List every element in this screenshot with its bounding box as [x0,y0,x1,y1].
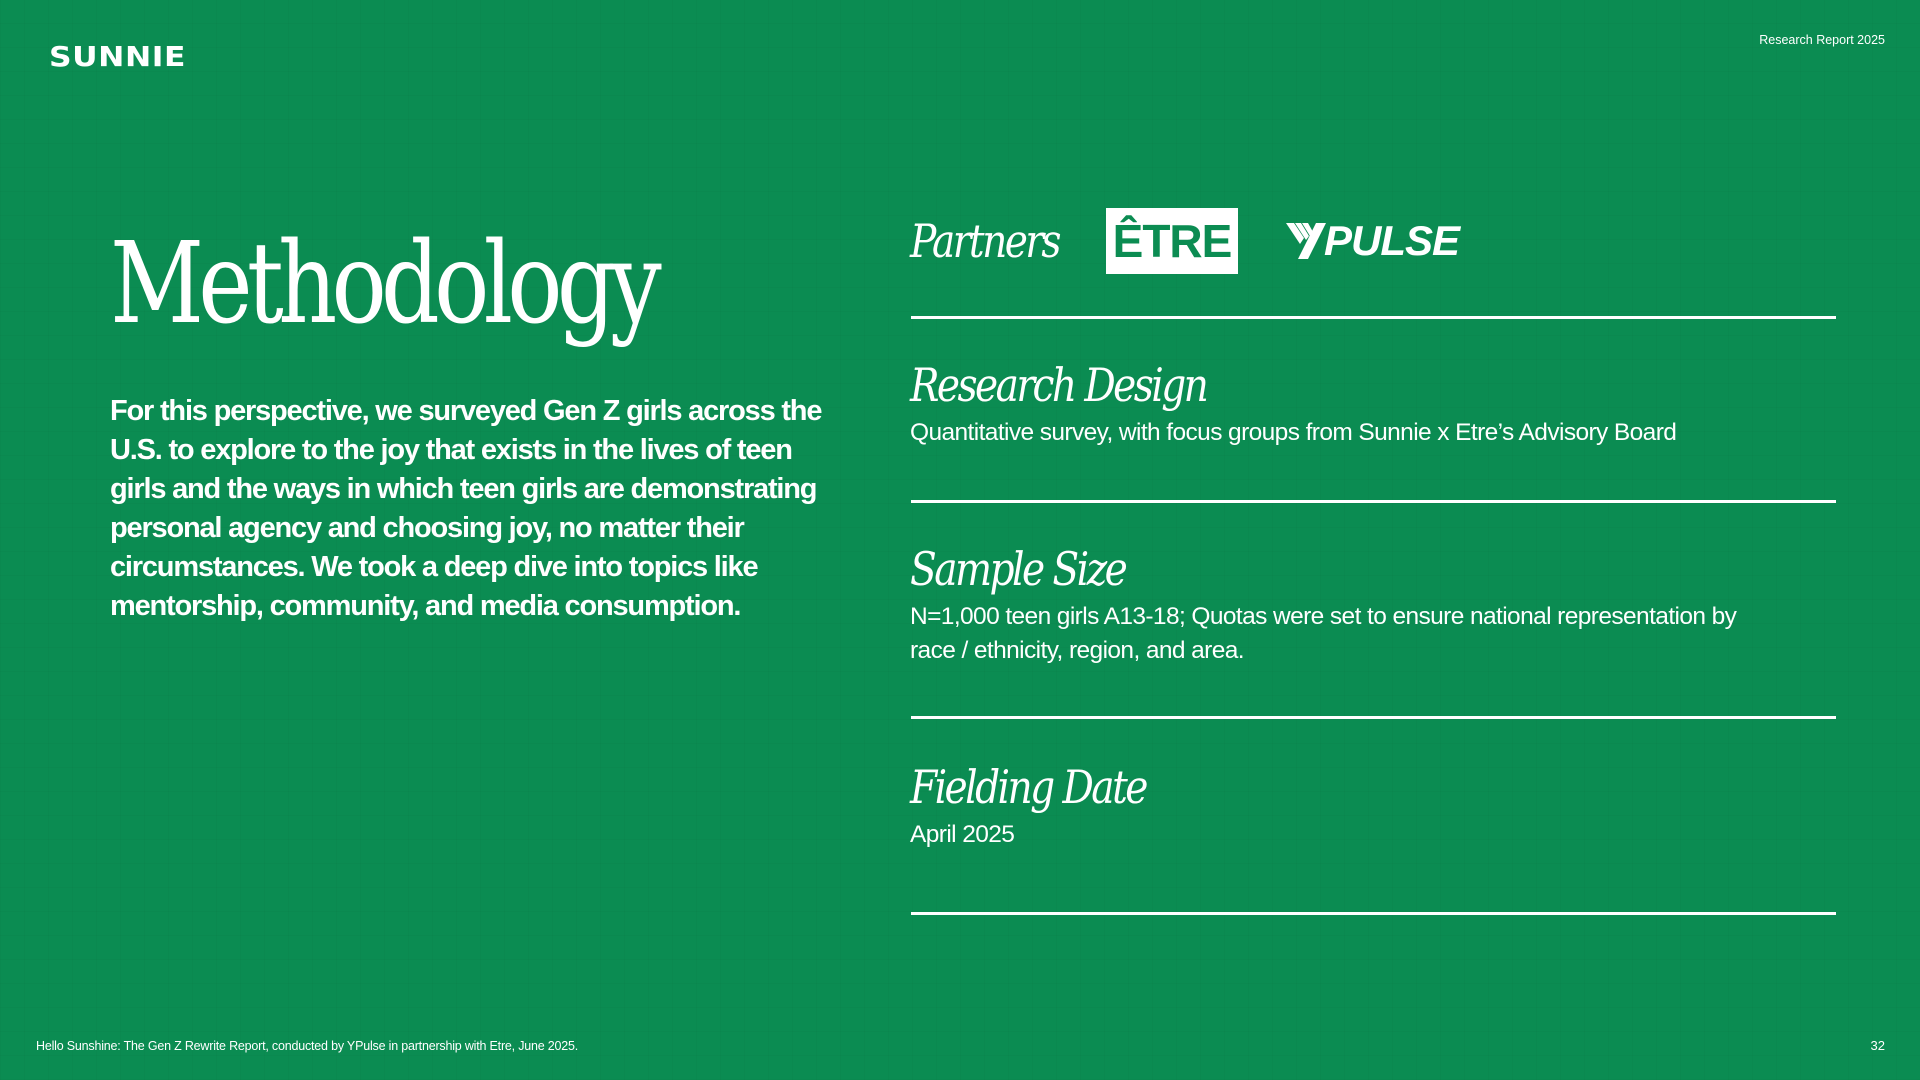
research-design-heading: Research Design [910,358,1207,412]
fielding-date-body: April 2025 [910,821,1015,848]
partners-row [910,208,1459,274]
fielding-date-heading: Fielding Date [910,760,1146,814]
fielding-date-section [910,760,1840,852]
partners-heading: Partners [910,214,1059,268]
sunnie-logo: SUNNIE [49,40,187,73]
page-title: Methodology [110,219,657,349]
ypulse-wordmark: PULSE [1324,217,1460,264]
divider-fielding-date [911,912,1836,915]
sample-size-heading: Sample Size [910,542,1126,596]
divider-research-design [911,500,1836,503]
footer-citation: Hello Sunshine: The Gen Z Rewrite Report, conducted by YPulse in partnership with Etre, June 2025. [36,1039,579,1053]
page-number: 32 [1870,1038,1885,1053]
divider-sample-size [911,716,1836,719]
sample-size-section [910,542,1840,668]
research-design-body: Quantitative survey, with focus groups from Sunnie x Etre’s Advisory Board [910,419,1677,446]
divider-partners [911,316,1836,319]
etre-logo: ÊTRE [1106,208,1238,274]
report-label: Research Report 2025 [1759,33,1885,47]
sample-size-body: N=1,000 teen girls A13-18; Quotas were set to ensure national representation by race / ethnicity, region, and area. [910,603,1737,664]
research-design-section [910,358,1840,450]
ypulse-logo [1284,217,1459,265]
intro-paragraph: For this perspective, we surveyed Gen Z girls across the U.S. to explore to the joy that exists in the lives of teen girls and the ways in which teen girls are demonstrating personal agency and choosing joy, no matter their circumstances. We took a deep dive into topics like mentorship, community, and media consumption. [110,395,822,622]
ypulse-y-icon [1284,223,1328,259]
